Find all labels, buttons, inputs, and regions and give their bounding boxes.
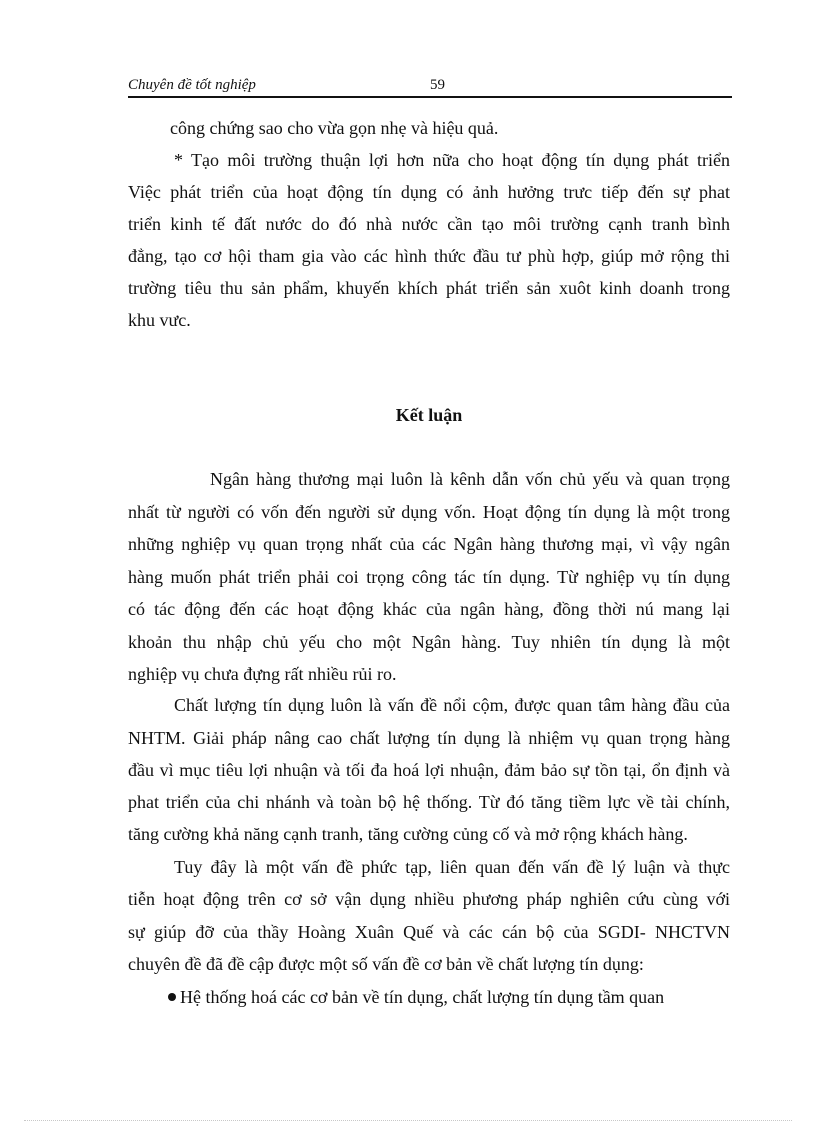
text-line: có tác động đến các hoạt động khác của ngân hàng, đồng thời nú mang lại — [128, 599, 730, 619]
text-line: NHTM. Giải pháp nâng cao chất lượng tín dụng là nhiệm vụ quan trọng hàng — [128, 728, 730, 748]
text-line: Việc phát triển của hoạt động tín dụng có ảnh hưởng trưc tiếp đến sự phat — [128, 182, 730, 202]
paragraph-first-line: Chất lượng tín dụng luôn là vấn đề nổi cộm, được quan tâm hàng đầu của — [174, 695, 730, 715]
text-line: chuyên đề đã đề cập được một số vấn đề cơ bản về chất lượng tín dụng: — [128, 954, 644, 974]
text-line: sự giúp đỡ của thầy Hoàng Xuân Quế và các cán bộ của SGDI- NHCTVN — [128, 922, 730, 942]
text-line: tăng cường khả năng cạnh tranh, tăng cường củng cố và mở rộng khách hàng. — [128, 824, 688, 844]
text-line: nghiệp vụ chưa đựng rất nhiều rủi ro. — [128, 664, 397, 684]
text-line: tiễn hoạt động trên cơ sở vận dụng nhiều phương pháp nghiên cứu cùng với — [128, 889, 730, 909]
bullet-icon — [168, 993, 176, 1001]
text-line: trường tiêu thu sản phẩm, khuyến khích phát triển sản xuôt kinh doanh trong — [128, 278, 730, 298]
bullet-text: Hệ thống hoá các cơ bản về tín dụng, chất lượng tín dụng tầm quan — [180, 987, 665, 1007]
text-line: phat triển của chi nhánh và toàn bộ hệ thống. Từ đó tăng tiềm lực về tài chính, — [128, 792, 730, 812]
section-heading: Kết luận — [395, 405, 463, 425]
page-number: 59 — [430, 77, 445, 93]
text-line: khu vưc. — [128, 310, 191, 330]
bullet-item — [168, 985, 664, 1009]
text-line: nhất từ người có vốn đến người sử dụng vốn. Hoạt động tín dụng là một trong — [128, 502, 730, 522]
text-line: hàng muốn phát triển phải coi trọng công tác tín dụng. Từ nghiệp vụ tín dụng — [128, 567, 730, 587]
page-bottom-rule — [24, 1120, 792, 1121]
text-line: công chứng sao cho vừa gọn nhẹ và hiệu quả. — [170, 118, 499, 138]
section-intro-line: * Tạo môi trường thuận lợi hơn nữa cho hoạt động tín dụng phát triển — [174, 150, 730, 170]
page-header — [128, 76, 732, 98]
text-line: những nghiệp vụ quan trọng nhất của các Ngân hàng thương mại, vì vậy ngân — [128, 534, 730, 554]
header-title: Chuyên đề tốt nghiệp — [128, 77, 256, 93]
paragraph-first-line: Tuy đây là một vấn đề phức tạp, liên quan đến vấn đề lý luận và thực — [174, 857, 730, 877]
text-line: khoản thu nhập chủ yếu cho một Ngân hàng. Tuy nhiên tín dụng là một — [128, 632, 730, 652]
text-line: triển kinh tế đất nước do đó nhà nước cần tạo môi trường cạnh tranh bình — [128, 214, 730, 234]
paragraph-first-line: Ngân hàng thương mại luôn là kênh dẫn vốn chủ yếu và quan trọng — [210, 469, 730, 489]
text-line: đẳng, tạo cơ hội tham gia vào các hình thức đầu tư phù hợp, giúp mở rộng thi — [128, 246, 730, 266]
text-line: đầu vì mục tiêu lợi nhuận và tối đa hoá lợi nhuận, đảm bảo sự tồn tại, ổn định và — [128, 760, 730, 780]
